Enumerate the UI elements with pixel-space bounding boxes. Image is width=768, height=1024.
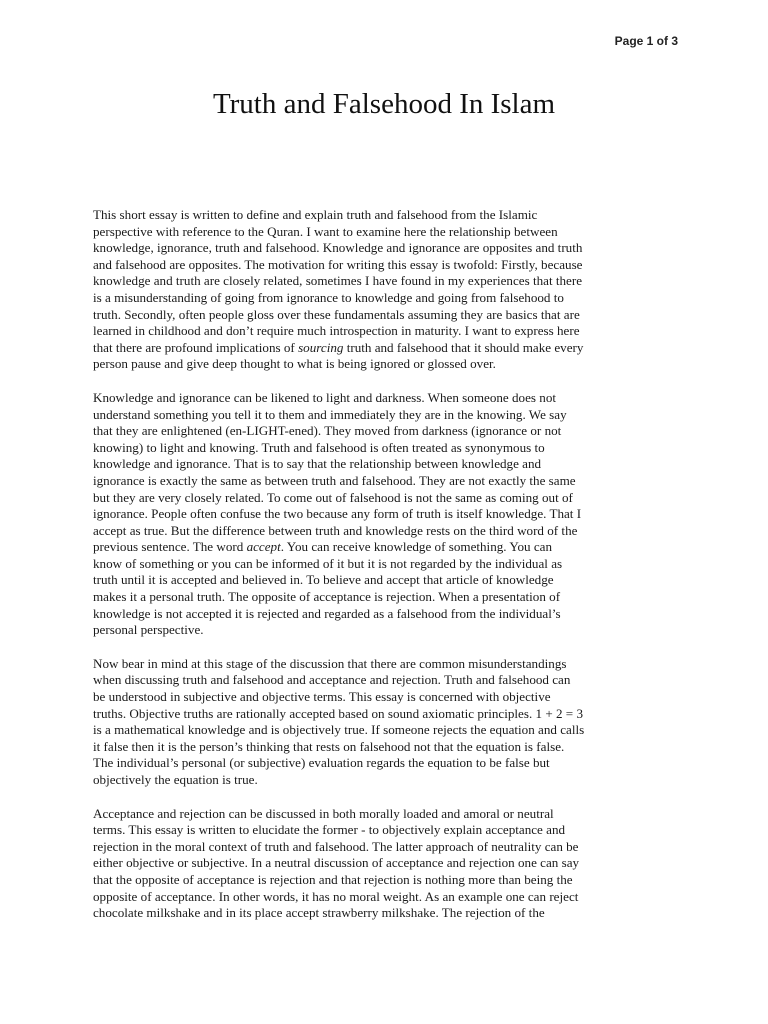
text-line: it false then it is the person’s thinking that rests on falsehood not that the equation is false. [93,738,565,754]
text-line: either objective or subjective. In a neutral discussion of acceptance and rejection one can say [93,855,580,871]
text-segment: truth and falsehood that it should make every [343,339,584,355]
text-line: makes it a personal truth. The opposite of acceptance is rejection. When a presentation of [93,589,561,605]
text-line: truths. Objective truths are rationally accepted based on sound axiomatic principles. 1 + 2 = 3 [93,705,584,721]
text-line: The individual’s personal (or subjective) evaluation regards the equation to be false but [93,755,550,771]
text-line: but they are very closely related. To come out of falsehood is not the same as coming out of [93,489,573,505]
text-line: knowledge and ignorance. That is to say that the relationship between knowledge and [93,456,542,472]
text-line: truth. Secondly, often people gloss over these fundamentals assuming they are basics that are [93,306,580,322]
text-line [93,539,677,556]
text-line: that they are enlightened (en-LIGHT-ened). They moved from darkness (ignorance or not [93,423,562,439]
text-line: Knowledge and ignorance can be likened to light and darkness. When someone does not [93,389,556,405]
text-line: terms. This essay is written to elucidate the former - to objectively explain acceptance and [93,822,566,838]
text-line: that the opposite of acceptance is rejection and that rejection is nothing more than being the [93,871,573,887]
text-line: chocolate milkshake and in its place accept strawberry milkshake. The rejection of the [93,905,545,921]
text-line: knowledge, ignorance, truth and falsehood. Knowledge and ignorance are opposites and truth [93,240,583,256]
text-line: is a mathematical knowledge and is objectively true. If someone rejects the equation and calls [93,722,585,738]
text-line: This short essay is written to define and explain truth and falsehood from the Islamic [93,207,538,222]
text-line: perspective with reference to the Quran. I want to examine here the relationship between [93,223,558,239]
text-line: be understood in subjective and objective terms. This essay is concerned with objective [93,689,551,705]
text-line: truth until it is accepted and believed in. To believe and accept that article of knowledge [93,572,554,588]
text-line: accept as true. But the difference between truth and knowledge rests on the third word of the [93,522,578,538]
paragraph-3 [93,656,677,789]
text-line: knowing) to light and knowing. Truth and falsehood is often treated as synonymous to [93,439,545,455]
text-segment: previous sentence. The word [93,539,247,555]
page-number: Page 1 of 3 [614,34,678,48]
text-line [93,340,677,357]
text-segment: . You can receive knowledge of something. You can [280,539,553,555]
text-line: personal perspective. [93,622,204,638]
emphasis-sourcing: sourcing [298,339,344,355]
document-title: Truth and Falsehood In Islam [212,88,556,120]
paragraph-1 [93,207,677,373]
text-line: is a misunderstanding of going from ignorance to knowledge and going from falsehood to [93,289,564,305]
text-line: person pause and give deep thought to what is being ignored or glossed over. [93,356,496,372]
paragraph-2 [93,390,677,639]
document-body [93,207,677,939]
text-line: ignorance. People often confuse the two because any form of truth is itself knowledge. That I [93,506,582,522]
text-line: learned in childhood and don’t require much introspection in maturity. I want to express here [93,323,580,339]
text-line: and falsehood are opposites. The motivation for writing this essay is twofold: Firstly, because [93,256,583,272]
text-line: know of something or you can be informed of it but it is not regarded by the individual as [93,555,563,571]
text-line: ignorance is exactly the same as between truth and falsehood. They are not exactly the same [93,472,576,488]
text-line: when discussing truth and falsehood and acceptance and rejection. Truth and falsehood can [93,672,571,688]
text-line: rejection in the moral context of truth and falsehood. The latter approach of neutrality can be [93,838,579,854]
text-line: Now bear in mind at this stage of the discussion that there are common misunderstandings [93,655,567,671]
text-line: Acceptance and rejection can be discussed in both morally loaded and amoral or neutral [93,805,554,821]
text-line: opposite of acceptance. In other words, it has no moral weight. As an example one can reject [93,888,579,904]
text-line: objectively the equation is true. [93,772,258,787]
text-line: knowledge and truth are closely related, sometimes I have found in my experiences that there [93,273,583,289]
emphasis-accept: accept [246,539,281,555]
text-line: understand something you tell it to them and immediately they are in the knowing. We say [93,406,567,422]
text-line: knowledge is not accepted it is rejected and regarded as a falsehood from the individual’s [93,605,561,621]
text-segment: that there are profound implications of [93,339,299,355]
paragraph-4 [93,806,677,922]
